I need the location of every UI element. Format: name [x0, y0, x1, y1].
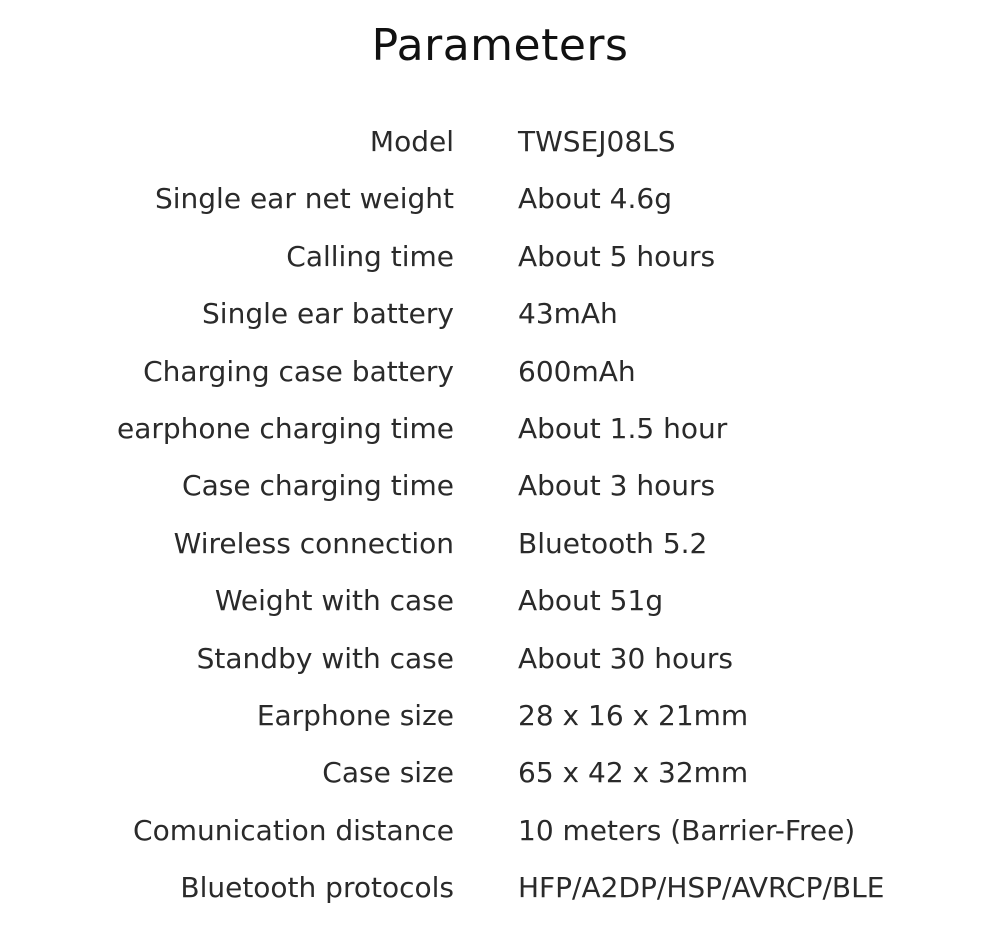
parameter-label: Calling time [286, 239, 454, 273]
parameter-value: About 4.6g [518, 182, 672, 216]
parameter-row-earphone-size [0, 688, 1000, 745]
parameter-label: Wireless connection [173, 526, 454, 560]
parameter-row-model [0, 114, 1000, 171]
parameter-label: Charging case battery [143, 354, 454, 388]
parameter-value: 65 x 42 x 32mm [518, 756, 749, 790]
parameter-value: TWSEJ08LS [518, 125, 676, 158]
parameter-value: About 5 hours [518, 239, 716, 273]
parameter-row-single-ear-battery [0, 286, 1000, 343]
parameter-value: About 30 hours [518, 641, 733, 675]
parameter-label: Single ear battery [202, 297, 454, 331]
parameter-value: 600mAh [518, 354, 636, 388]
parameter-label: Single ear net weight [154, 182, 454, 216]
parameter-row-bluetooth-protocols [0, 860, 1000, 917]
parameters-table [0, 114, 1000, 917]
parameter-label: earphone charging time [117, 411, 454, 445]
parameter-row-case-charging-time [0, 458, 1000, 515]
parameter-value: Bluetooth 5.2 [518, 526, 708, 560]
parameter-label: Weight with case [214, 584, 454, 618]
parameter-row-communication-distance [0, 803, 1000, 860]
parameter-row-charging-case-battery [0, 344, 1000, 401]
parameter-row-case-size [0, 745, 1000, 802]
parameter-label: Model [369, 125, 454, 158]
parameter-value: 10 meters (Barrier-Free) [518, 813, 856, 847]
parameter-label: Earphone size [256, 698, 454, 732]
parameter-row-calling-time [0, 229, 1000, 286]
parameter-row-weight-with-case [0, 573, 1000, 630]
parameter-value: HFP/A2DP/HSP/AVRCP/BLE [518, 871, 885, 905]
parameter-label: Case size [322, 756, 454, 790]
parameter-value: About 3 hours [518, 469, 716, 503]
parameter-row-earphone-charging-time [0, 401, 1000, 458]
parameter-value: About 1.5 hour [518, 411, 728, 445]
parameter-row-wireless-connection [0, 516, 1000, 573]
parameter-value: 28 x 16 x 21mm [518, 698, 749, 732]
parameter-value: About 51g [518, 584, 664, 618]
page-title: Parameters [371, 20, 629, 71]
parameter-row-single-ear-net-weight [0, 171, 1000, 228]
parameter-label: Comunication distance [133, 813, 454, 847]
parameter-label: Case charging time [182, 469, 454, 503]
parameter-label: Standby with case [196, 641, 454, 675]
parameter-value: 43mAh [518, 297, 618, 331]
parameter-label: Bluetooth protocols [180, 871, 454, 905]
parameter-row-standby-with-case [0, 631, 1000, 688]
